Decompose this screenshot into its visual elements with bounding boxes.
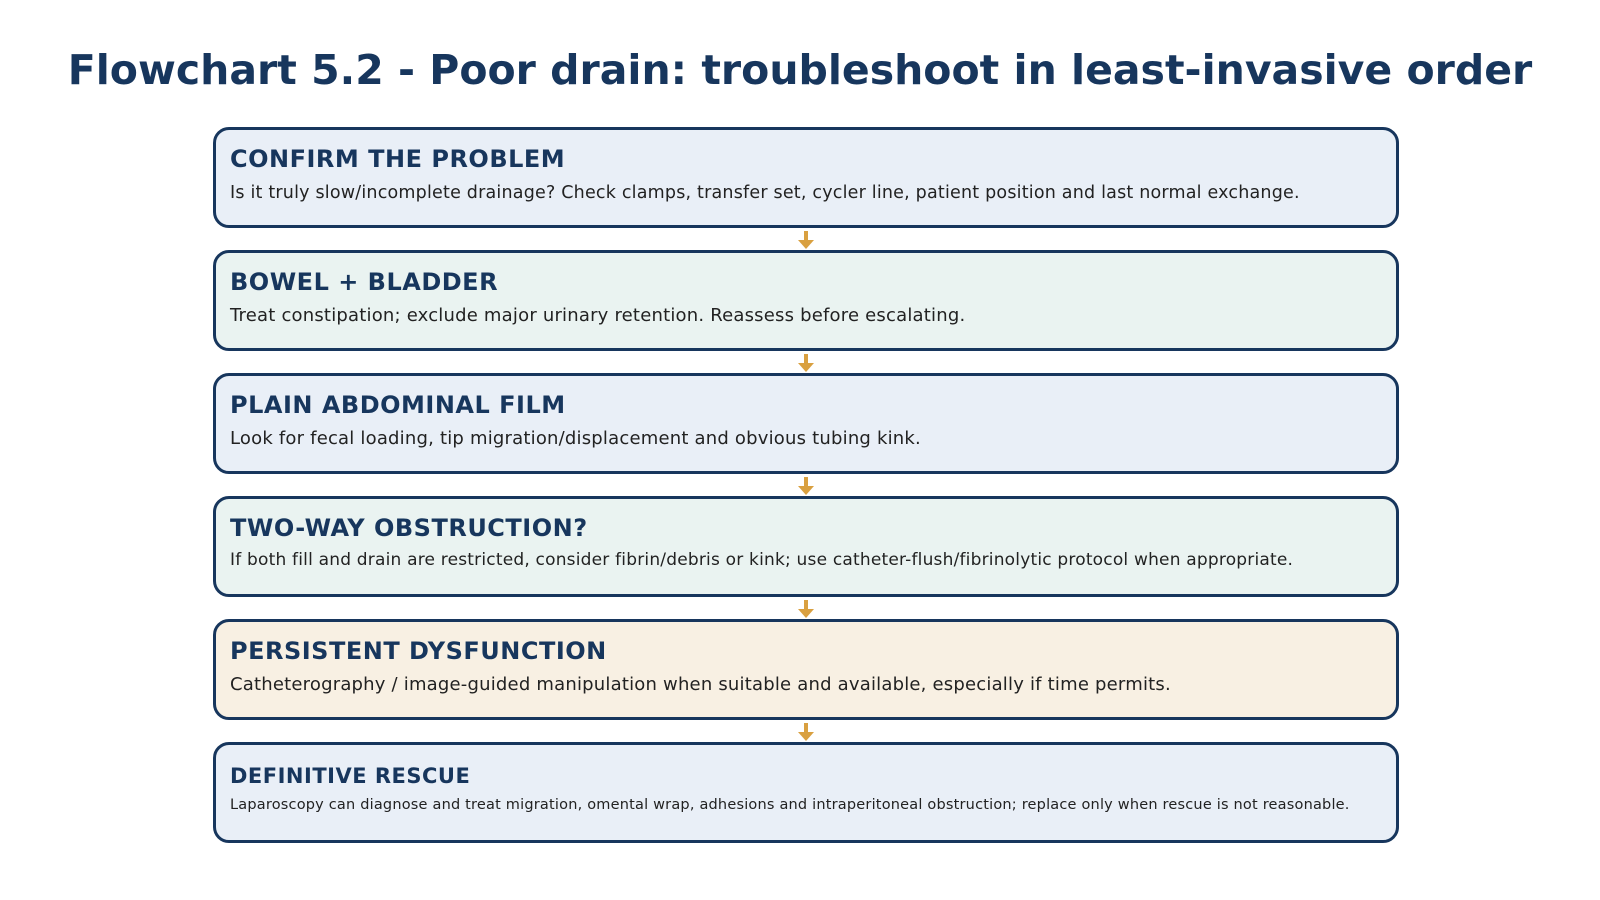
page-title: Flowchart 5.2 - Poor drain: troubleshoot in least-invasive order (67, 46, 1533, 94)
step-persistent-dysfunction (213, 619, 1399, 720)
down-arrow-icon (796, 600, 816, 620)
step-title: PERSISTENT DYSFUNCTION (230, 637, 607, 665)
step-description: Treat constipation; exclude major urinary retention. Reassess before escalating. (230, 305, 966, 326)
step-description: Catheterography / image-guided manipulation when suitable and available, especially if time permits. (230, 674, 1171, 695)
step-title: PLAIN ABDOMINAL FILM (230, 391, 566, 419)
down-arrow-icon (796, 477, 816, 497)
down-arrow-icon (796, 231, 816, 251)
down-arrow-icon (796, 723, 816, 743)
down-arrow-icon (796, 354, 816, 374)
step-plain-abdominal-film (213, 373, 1399, 474)
step-title: CONFIRM THE PROBLEM (230, 145, 566, 173)
step-title: TWO-WAY OBSTRUCTION? (230, 514, 588, 542)
step-definitive-rescue (213, 742, 1399, 843)
step-confirm-problem (213, 127, 1399, 228)
step-description: Is it truly slow/incomplete drainage? Check clamps, transfer set, cycler line, patient position and last normal exchange. (230, 183, 1300, 203)
step-two-way-obstruction (213, 496, 1399, 597)
step-title: BOWEL + BLADDER (230, 268, 499, 296)
step-description: Look for fecal loading, tip migration/displacement and obvious tubing kink. (230, 428, 921, 449)
step-description: Laparoscopy can diagnose and treat migration, omental wrap, adhesions and intraperitoneal obstruction; replace only when rescue is not reasonable. (230, 797, 1350, 813)
step-description: If both fill and drain are restricted, consider fibrin/debris or kink; use catheter-flush/fibrinolytic protocol when appropriate. (230, 550, 1294, 570)
step-bowel-bladder (213, 250, 1399, 351)
step-title: DEFINITIVE RESCUE (230, 764, 471, 788)
